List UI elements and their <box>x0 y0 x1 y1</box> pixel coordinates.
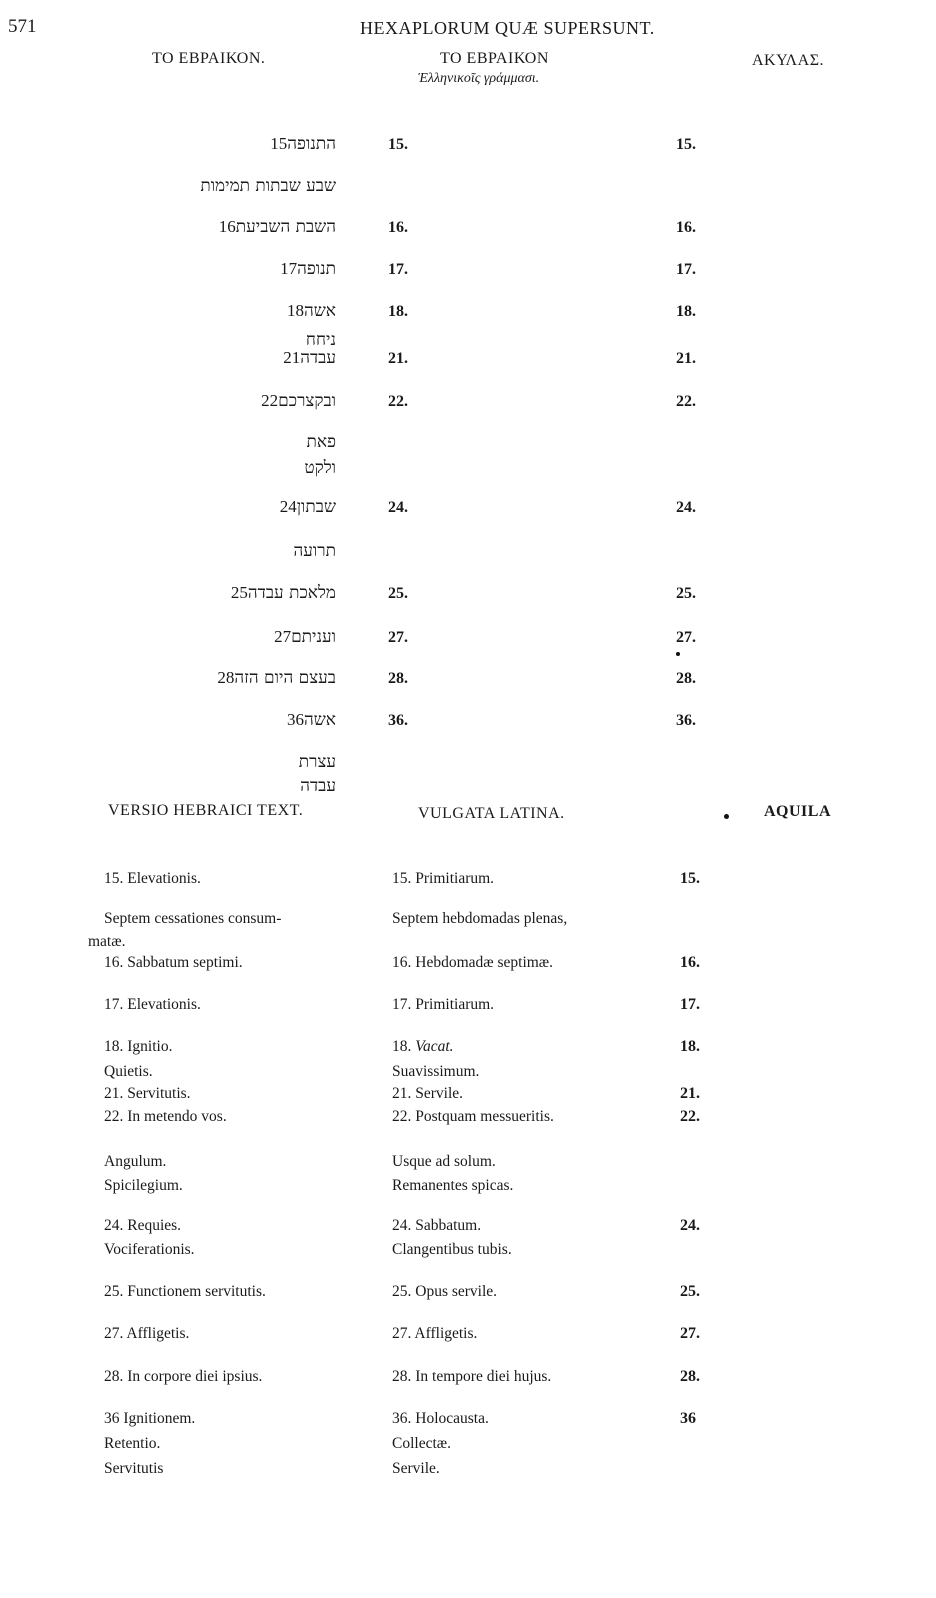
hebrew-line <box>36 627 336 647</box>
vulgata-line: 15. Primitiarum. <box>392 870 495 887</box>
aquila-latin-verse-number: 24. <box>680 1217 700 1234</box>
aquila-latin-verse-number: 36 <box>680 1410 696 1427</box>
vulgata-line: 17. Primitiarum. <box>392 996 495 1013</box>
aquila-verse-number: 15. <box>676 136 696 153</box>
hebrew-line <box>36 710 336 730</box>
hebrew-line <box>36 541 336 561</box>
greek-letters-verse-number: 28. <box>388 670 408 687</box>
hebrew-word: מלאכת עבדה <box>247 583 336 603</box>
column-header-aquila-greek: ΑΚΥΛΑΣ. <box>752 52 825 69</box>
greek-letters-verse-number: 18. <box>388 303 408 320</box>
aquila-latin-verse-number: 17. <box>680 996 700 1013</box>
hebrew-word: ניחח <box>305 330 336 350</box>
hebrew-line <box>36 391 336 411</box>
vulgata-line: Usque ad solum. <box>392 1153 496 1170</box>
running-title: HEXAPLORUM QUÆ SUPERSUNT. <box>360 18 655 38</box>
aquila-verse-number: 25. <box>676 585 696 602</box>
versio-line: 27. Affligetis. <box>104 1325 190 1342</box>
aquila-latin-verse-number: 27. <box>680 1325 700 1342</box>
greek-letters-verse-number: 15. <box>388 136 408 153</box>
versio-line: 18. Ignitio. <box>104 1038 173 1055</box>
greek-letters-verse-number: 22. <box>388 393 408 410</box>
column-header-vulgata: VULGATA LATINA. <box>418 805 565 822</box>
hebrew-line <box>36 176 336 196</box>
aquila-verse-number: 28. <box>676 670 696 687</box>
versio-line: matæ. <box>88 933 126 950</box>
hebrew-line <box>36 668 336 688</box>
hebrew-line <box>36 259 336 279</box>
hebrew-line <box>36 776 336 796</box>
hebrew-line <box>36 330 336 350</box>
versio-line: Spicilegium. <box>104 1177 183 1194</box>
aquila-latin-verse-number: 15. <box>680 870 700 887</box>
greek-letters-verse-number: 27. <box>388 629 408 646</box>
hebrew-word: עבדה <box>300 348 336 368</box>
vulgata-line: 25. Opus servile. <box>392 1283 498 1300</box>
versio-line: 24. Requies. <box>104 1217 182 1234</box>
vulgata-line: 24. Sabbatum. <box>392 1217 482 1234</box>
vulgata-line: 22. Postquam messueritis. <box>392 1108 554 1125</box>
hebrew-line <box>36 432 336 452</box>
verse-number: 36 <box>282 710 304 729</box>
versio-line: Retentio. <box>104 1435 161 1452</box>
versio-line: 36 Ignitionem. <box>104 1410 196 1427</box>
hebrew-word: ולקט <box>304 458 336 478</box>
hebrew-word: פאת <box>306 432 336 452</box>
greek-letters-verse-number: 36. <box>388 712 408 729</box>
aquila-latin-verse-number: 25. <box>680 1283 700 1300</box>
verse-number: 27 <box>269 627 292 646</box>
versio-line: 16. Sabbatum septimi. <box>104 954 243 971</box>
hebrew-line <box>36 301 336 321</box>
hebrew-word: שבע שבתות תמימות <box>200 176 336 196</box>
column-header-greek-subtitle: Ἑλληνικοῖς γράμμασι. <box>418 71 540 86</box>
aquila-verse-number: 24. <box>676 499 696 516</box>
versio-line: Servitutis <box>104 1460 164 1477</box>
versio-line: Angulum. <box>104 1153 167 1170</box>
hebrew-word: אשה <box>303 301 336 321</box>
column-header-aquila-latin: AQUILA <box>764 803 832 820</box>
hebrew-word: אשה <box>303 710 336 730</box>
versio-line: 15. Elevationis. <box>104 870 201 887</box>
vulgata-line: 36. Holocausta. <box>392 1410 489 1427</box>
hebrew-line <box>36 458 336 478</box>
versio-line: 28. In corpore diei ipsius. <box>104 1368 263 1385</box>
aquila-verse-number: 17. <box>676 261 696 278</box>
hebrew-word: התנופה <box>287 134 336 154</box>
column-header-hebrew: ΤΟ ΕΒΡΑΙΚΟΝ. <box>152 50 266 67</box>
aquila-latin-verse-number: 28. <box>680 1368 700 1385</box>
aquila-verse-number: 27. <box>676 629 696 646</box>
hebrew-word: ובקצרכם <box>278 391 336 411</box>
verse-number: 21 <box>278 348 301 367</box>
verse-number: 18 <box>282 301 304 320</box>
hebrew-line <box>36 134 336 154</box>
vulgata-line: Suavissimum. <box>392 1063 480 1080</box>
ink-dot-decoration <box>724 814 729 819</box>
versio-line: Vociferationis. <box>104 1241 195 1258</box>
aquila-verse-number: 22. <box>676 393 696 410</box>
vulgata-line: 16. Hebdomadæ septimæ. <box>392 954 554 971</box>
verse-number: 17 <box>275 259 298 278</box>
ink-dot-decoration <box>676 652 680 656</box>
aquila-latin-verse-number: 22. <box>680 1108 700 1125</box>
hebrew-line <box>36 348 336 368</box>
column-header-greek-letters: ΤΟ ΕΒΡΑΙΚΟΝ <box>440 50 549 67</box>
versio-line: Septem cessationes consum- <box>104 910 282 927</box>
aquila-latin-verse-number: 21. <box>680 1085 700 1102</box>
aquila-verse-number: 18. <box>676 303 696 320</box>
hebrew-word: ועניתם <box>291 627 336 647</box>
versio-line: 25. Functionem servitutis. <box>104 1283 266 1300</box>
hebrew-word: עבדה <box>300 776 336 796</box>
hebrew-line <box>36 583 336 603</box>
vulgata-line: 27. Affligetis. <box>392 1325 478 1342</box>
greek-letters-verse-number: 24. <box>388 499 408 516</box>
hebrew-word: בעצם היום הזה <box>234 668 336 688</box>
aquila-verse-number: 21. <box>676 350 696 367</box>
page-number: 571 <box>8 16 37 37</box>
versio-line: Quietis. <box>104 1063 153 1080</box>
hebrew-word: תנופה <box>297 259 336 279</box>
hebrew-line <box>36 752 336 772</box>
hebrew-word: תרועה <box>293 541 336 561</box>
versio-line: 21. Servitutis. <box>104 1085 191 1102</box>
vulgata-line: Clangentibus tubis. <box>392 1241 512 1258</box>
verse-number: 16 <box>214 217 236 236</box>
vulgata-line: Servile. <box>392 1460 440 1477</box>
vulgata-line: Remanentes spicas. <box>392 1177 514 1194</box>
vulgata-line: Collectæ. <box>392 1435 451 1452</box>
hebrew-line <box>36 217 336 237</box>
verse-number: 22 <box>256 391 279 410</box>
vulgata-line: Septem hebdomadas plenas, <box>392 910 568 927</box>
versio-line: 22. In metendo vos. <box>104 1108 227 1125</box>
greek-letters-verse-number: 21. <box>388 350 408 367</box>
column-header-versio: VERSIO HEBRAICI TEXT. <box>108 802 304 819</box>
versio-line: 17. Elevationis. <box>104 996 201 1013</box>
vulgata-line: 28. In tempore diei hujus. <box>392 1368 552 1385</box>
greek-letters-verse-number: 17. <box>388 261 408 278</box>
hebrew-word: השבת השביעת <box>235 217 336 237</box>
vulgata-line: 21. Servile. <box>392 1085 464 1102</box>
hebrew-word: שבתון <box>296 497 336 517</box>
verse-number: 25 <box>226 583 248 602</box>
hebrew-word: עצרת <box>298 752 336 772</box>
verse-number: 28 <box>213 668 235 687</box>
verse-number: 24 <box>275 497 297 516</box>
vulgata-italic-note: Vacat. <box>415 1038 454 1055</box>
verse-number: 15 <box>266 134 288 153</box>
aquila-verse-number: 16. <box>676 219 696 236</box>
aquila-latin-verse-number: 18. <box>680 1038 700 1055</box>
greek-letters-verse-number: 25. <box>388 585 408 602</box>
aquila-latin-verse-number: 16. <box>680 954 700 971</box>
greek-letters-verse-number: 16. <box>388 219 408 236</box>
hebrew-line <box>36 497 336 517</box>
vulgata-line: 18. Vacat. <box>392 1038 454 1055</box>
aquila-verse-number: 36. <box>676 712 696 729</box>
